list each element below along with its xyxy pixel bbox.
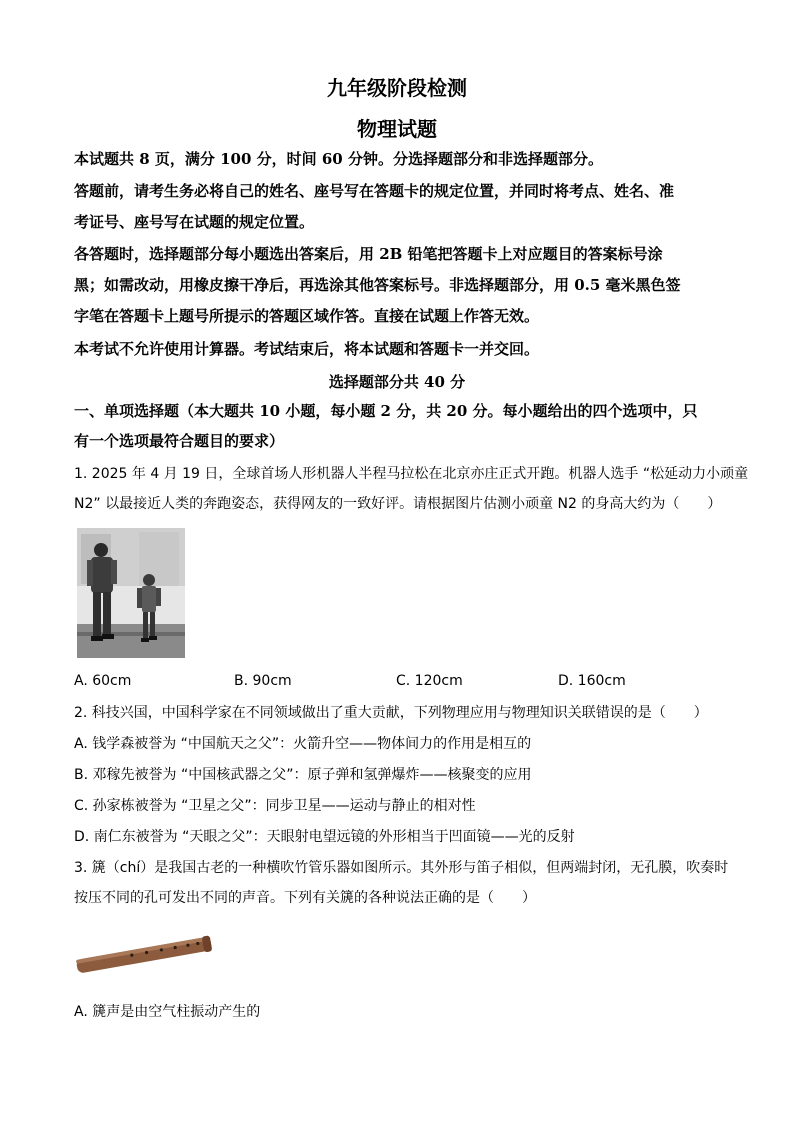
part-heading: 有一个选项最符合题目的要求） <box>74 432 285 450</box>
instruction-line: 本试题共 8 页，满分 100 分，时间 60 分钟。分选择题部分和非选择题部分。 <box>74 150 603 168</box>
instruction-line: 答题前，请考生务必将自己的姓名、座号写在答题卡的规定位置，并同时将考点、姓名、准 <box>74 182 675 200</box>
question-1-option-d: D. 160cm <box>558 673 626 689</box>
question-2-option-c: C. 孙家栋被誉为 “卫星之父”：同步卫星——运动与静止的相对性 <box>74 798 476 814</box>
question-1-stem: 1. 2025 年 4 月 19 日，全球首场人形机器人半程马拉松在北京亦庄正式开跑。机器人选手 “松延动力小顽童 <box>74 466 749 482</box>
question-1-option-c: C. 120cm <box>396 673 463 689</box>
part-heading: 一、单项选择题（本大题共 10 小题，每小题 2 分，共 20 分。每小题给出的四个选项中，只 <box>74 402 698 420</box>
question-1-stem: N2” 以最接近人类的奔跑姿态，获得网友的一致好评。请根据图片估测小顽童 N2 的身高大约为（ ） <box>74 496 722 512</box>
instruction-line: 考证号、座号写在试题的规定位置。 <box>74 213 315 231</box>
question-3-option-a: A. 篪声是由空气柱振动产生的 <box>74 1004 261 1020</box>
question-3-stem: 3. 篪（chí）是我国古老的一种横吹竹管乐器如图所示。其外形与笛子相似，但两端封闭，无孔膜，吹奏时 <box>74 860 729 876</box>
exam-title: 九年级阶段检测 <box>327 76 467 100</box>
robot-marathon-photo <box>77 528 185 658</box>
exam-subject: 物理试题 <box>357 117 437 141</box>
question-2-stem: 2. 科技兴国，中国科学家在不同领域做出了重大贡献，下列物理应用与物理知识关联错误的是（ ） <box>74 705 708 721</box>
question-2-option-b: B. 邓稼先被誉为 “中国核武器之父”：原子弹和氢弹爆炸——核聚变的应用 <box>74 767 532 783</box>
instruction-line: 各答题时，选择题部分每小题选出答案后，用 2B 铅笔把答题卡上对应题目的答案标号涂 <box>74 245 663 263</box>
section-heading: 选择题部分共 40 分 <box>328 373 466 391</box>
chi-flute-image <box>72 930 217 980</box>
question-2-option-d: D. 南仁东被誉为 “天眼之父”：天眼射电望远镜的外形相当于凹面镜——光的反射 <box>74 829 575 845</box>
question-2-option-a: A. 钱学森被誉为 “中国航天之父”：火箭升空——物体间力的作用是相互的 <box>74 736 532 752</box>
question-1-option-a: A. 60cm <box>74 673 132 689</box>
instruction-line: 本考试不允许使用计算器。考试结束后，将本试题和答题卡一并交回。 <box>74 340 540 358</box>
instruction-line: 黑；如需改动，用橡皮擦干净后，再选涂其他答案标号。非选择题部分，用 0.5 毫米黑色签 <box>74 276 681 294</box>
question-1-option-b: B. 90cm <box>234 673 292 689</box>
question-3-stem: 按压不同的孔可发出不同的声音。下列有关篪的各种说法正确的是（ ） <box>74 890 536 906</box>
instruction-line: 字笔在答题卡上题号所提示的答题区域作答。直接在试题上作答无效。 <box>74 307 540 325</box>
